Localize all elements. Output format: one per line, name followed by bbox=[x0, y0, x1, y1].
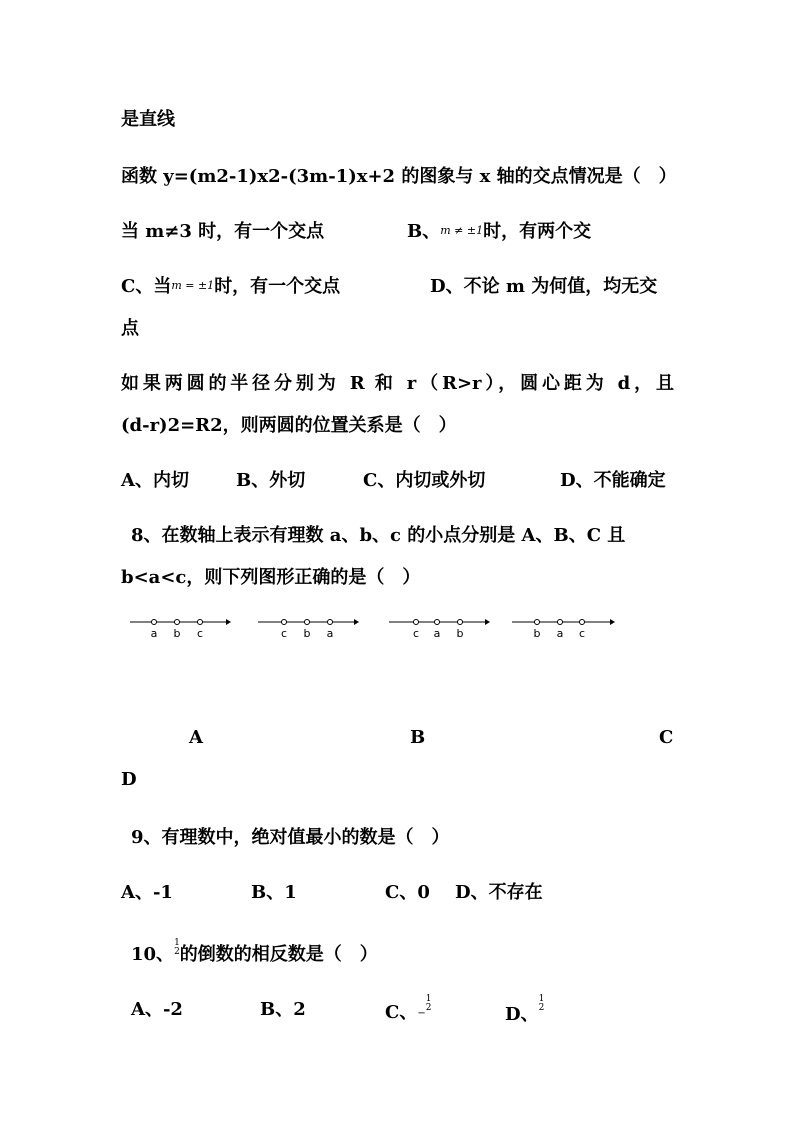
question-9: 9、有理数中，绝对值最小的数是（ ） bbox=[131, 827, 450, 848]
minus-sign: − bbox=[417, 1008, 426, 1019]
q9-option-b: B、1 bbox=[251, 882, 297, 903]
tick-label: c bbox=[196, 627, 204, 640]
question-10-number: 10、 bbox=[131, 944, 175, 965]
option-b-label: B、 bbox=[407, 221, 441, 242]
q9-option-a: A、-1 bbox=[121, 882, 173, 903]
tick-label: b bbox=[173, 627, 181, 640]
tick-label: b bbox=[456, 627, 464, 640]
tick-label: a bbox=[150, 627, 158, 640]
option-c-line bbox=[121, 272, 340, 298]
q10-option-c bbox=[385, 995, 431, 1024]
tick-label: a bbox=[433, 627, 441, 640]
circle-option-d: D、不能确定 bbox=[560, 470, 666, 491]
figure-label-c: C bbox=[659, 727, 674, 748]
circle-option-a: A、内切 bbox=[121, 470, 189, 491]
option-d-line: D、不论 m 为何值，均无交 bbox=[430, 276, 658, 297]
q10-option-c-label: C、 bbox=[385, 1002, 418, 1023]
tick-label: c bbox=[578, 627, 586, 640]
fraction-numerator: 1 bbox=[174, 938, 180, 948]
figure-label-a: A bbox=[189, 727, 203, 748]
q10-option-a: A、-2 bbox=[131, 999, 183, 1020]
option-c-label: C、当 bbox=[121, 276, 172, 297]
question-10-text: 的倒数的相反数是（ ） bbox=[179, 944, 378, 965]
option-d-continued: 点 bbox=[121, 318, 139, 339]
option-a-line: 当 m≠3 时，有一个交点 bbox=[121, 221, 325, 242]
tick-label: b bbox=[533, 627, 541, 640]
q10-option-b: B、2 bbox=[260, 999, 306, 1020]
text-line-1: 是直线 bbox=[121, 109, 175, 130]
question-function-intersection: 函数 y=(m2-1)x2-(3m-1)x+2 的图象与 x 轴的交点情况是（ ） bbox=[121, 166, 677, 187]
number-line-a bbox=[130, 612, 232, 642]
q10-option-d bbox=[505, 995, 544, 1026]
q10-option-d-label: D、 bbox=[505, 1004, 539, 1025]
question-two-circles-cont: (d-r)2=R2，则两圆的位置关系是（ ） bbox=[121, 415, 457, 436]
question-8-cont: b<a<c，则下列图形正确的是（ ） bbox=[121, 567, 421, 588]
fraction-denominator: 2 bbox=[174, 947, 180, 957]
fraction-denominator: 2 bbox=[425, 1003, 432, 1013]
tick-label: a bbox=[556, 627, 564, 640]
fraction-numerator: 1 bbox=[538, 994, 545, 1004]
tick-label: b bbox=[303, 627, 311, 640]
option-b-text: 时，有两个交 bbox=[483, 221, 592, 242]
figure-label-d: D bbox=[121, 769, 137, 790]
figure-label-b: B bbox=[410, 727, 426, 748]
question-10 bbox=[131, 939, 378, 966]
circle-option-c: C、内切或外切 bbox=[363, 470, 486, 491]
tick-label: c bbox=[280, 627, 288, 640]
number-line-d bbox=[512, 612, 616, 642]
option-c-math: m = ±1 bbox=[171, 279, 215, 292]
fraction-numerator: 1 bbox=[425, 994, 432, 1004]
number-line-b bbox=[258, 612, 360, 642]
q9-option-d: D、不存在 bbox=[455, 882, 543, 903]
q9-option-c: C、0 bbox=[385, 882, 430, 903]
fraction-half bbox=[426, 995, 432, 1013]
question-8: 8、在数轴上表示有理数 a、b、c 的小点分别是 A、B、C 且 bbox=[131, 525, 626, 546]
tick-label: c bbox=[412, 627, 420, 640]
option-b-math: m ≠ ±1 bbox=[440, 224, 484, 237]
fraction-denominator: 2 bbox=[538, 1003, 545, 1013]
option-b-line bbox=[407, 217, 591, 243]
tick-label: a bbox=[326, 627, 334, 640]
question-two-circles: 如果两圆的半径分别为 R 和 r（R>r），圆心距为 d，且 bbox=[121, 373, 674, 394]
number-line-c bbox=[389, 612, 491, 642]
circle-option-b: B、外切 bbox=[236, 470, 306, 491]
option-c-text: 时，有一个交点 bbox=[214, 276, 341, 297]
fraction-half bbox=[539, 995, 545, 1013]
